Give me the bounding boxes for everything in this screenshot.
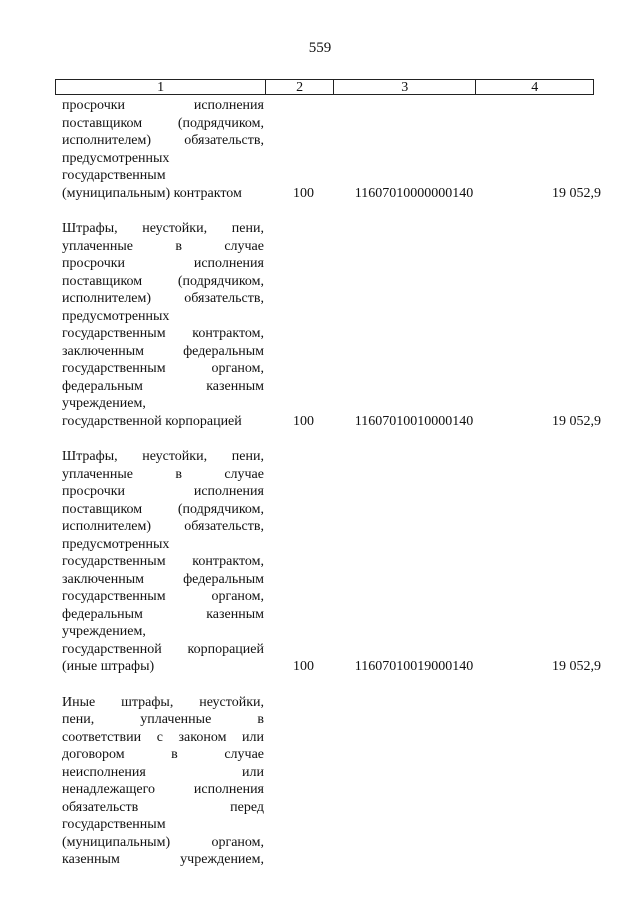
row-description xyxy=(62,97,264,202)
description-line: заключенным федеральным xyxy=(62,343,264,359)
description-line: государственным контрактом, xyxy=(62,554,264,569)
header-col-3: 3 xyxy=(334,80,476,94)
admin-code: 100 xyxy=(293,185,314,201)
row-description xyxy=(62,448,264,676)
description-line: предусмотренных xyxy=(62,536,170,552)
description-line: договором в случае xyxy=(62,747,264,762)
description-line: пени, уплаченные в xyxy=(62,712,264,727)
description-line: (муниципальным) органом, xyxy=(62,834,264,850)
description-line: государственным xyxy=(62,168,166,183)
row-description xyxy=(62,220,264,430)
description-line: федеральным казенным xyxy=(62,606,264,622)
description-line: поставщиком (подрядчиком, xyxy=(62,501,264,517)
description-line: неисполнения или xyxy=(62,764,264,780)
row-description xyxy=(62,694,264,869)
description-line: Штрафы, неустойки, пени, xyxy=(62,221,264,236)
description-line: ненадлежащего исполнения xyxy=(62,782,264,797)
description-line: заключенным федеральным xyxy=(62,571,264,587)
description-line: исполнителем) обязательств, xyxy=(62,291,264,306)
description-line: государственным органом, xyxy=(62,361,264,376)
table-row xyxy=(62,448,602,676)
description-line: просрочки исполнения xyxy=(62,484,264,499)
description-line: уплаченные в случае xyxy=(62,238,264,254)
description-line: поставщиком (подрядчиком, xyxy=(62,273,264,289)
description-line: государственной корпорацией xyxy=(62,641,264,657)
header-col-2: 2 xyxy=(266,80,334,94)
table-header xyxy=(55,79,594,95)
description-line: государственным xyxy=(62,817,166,832)
description-line: учреждением, xyxy=(62,624,146,639)
description-line: просрочки исполнения xyxy=(62,98,264,113)
description-line: государственной корпорацией xyxy=(62,413,242,429)
description-line: исполнителем) обязательств, xyxy=(62,519,264,534)
description-line: (иные штрафы) xyxy=(62,659,155,674)
kbk-code: 11607010019000140 xyxy=(354,659,474,674)
header-col-1: 1 xyxy=(56,80,266,94)
description-line: государственным контрактом, xyxy=(62,326,264,341)
kbk-code: 11607010010000140 xyxy=(354,413,474,429)
description-line: учреждением, xyxy=(62,396,146,411)
table-row xyxy=(62,97,602,202)
description-line: уплаченные в случае xyxy=(62,466,264,482)
description-line: Штрафы, неустойки, пени, xyxy=(62,449,264,464)
table-row xyxy=(62,694,602,869)
amount: 19 052,9 xyxy=(552,659,601,674)
admin-code: 100 xyxy=(293,659,314,674)
description-line: (муниципальным) контрактом xyxy=(62,185,242,201)
description-line: федеральным казенным xyxy=(62,378,264,394)
description-line: казенным учреждением, xyxy=(62,852,264,867)
description-line: исполнителем) обязательств, xyxy=(62,133,264,148)
description-line: просрочки исполнения xyxy=(62,256,264,271)
amount: 19 052,9 xyxy=(552,413,601,429)
amount: 19 052,9 xyxy=(552,185,601,201)
kbk-code: 11607010000000140 xyxy=(354,185,474,201)
page-number: 559 xyxy=(308,40,332,56)
description-line: поставщиком (подрядчиком, xyxy=(62,115,264,131)
admin-code: 100 xyxy=(293,413,314,429)
description-line: предусмотренных xyxy=(62,150,170,166)
description-line: Иные штрафы, неустойки, xyxy=(62,694,264,710)
table-body xyxy=(62,97,602,887)
description-line: соответствии с законом или xyxy=(62,729,264,745)
description-line: предусмотренных xyxy=(62,308,170,324)
table-row xyxy=(62,220,602,430)
description-line: обязательств перед xyxy=(62,799,264,815)
description-line: государственным органом, xyxy=(62,589,264,604)
header-col-4: 4 xyxy=(531,80,539,95)
